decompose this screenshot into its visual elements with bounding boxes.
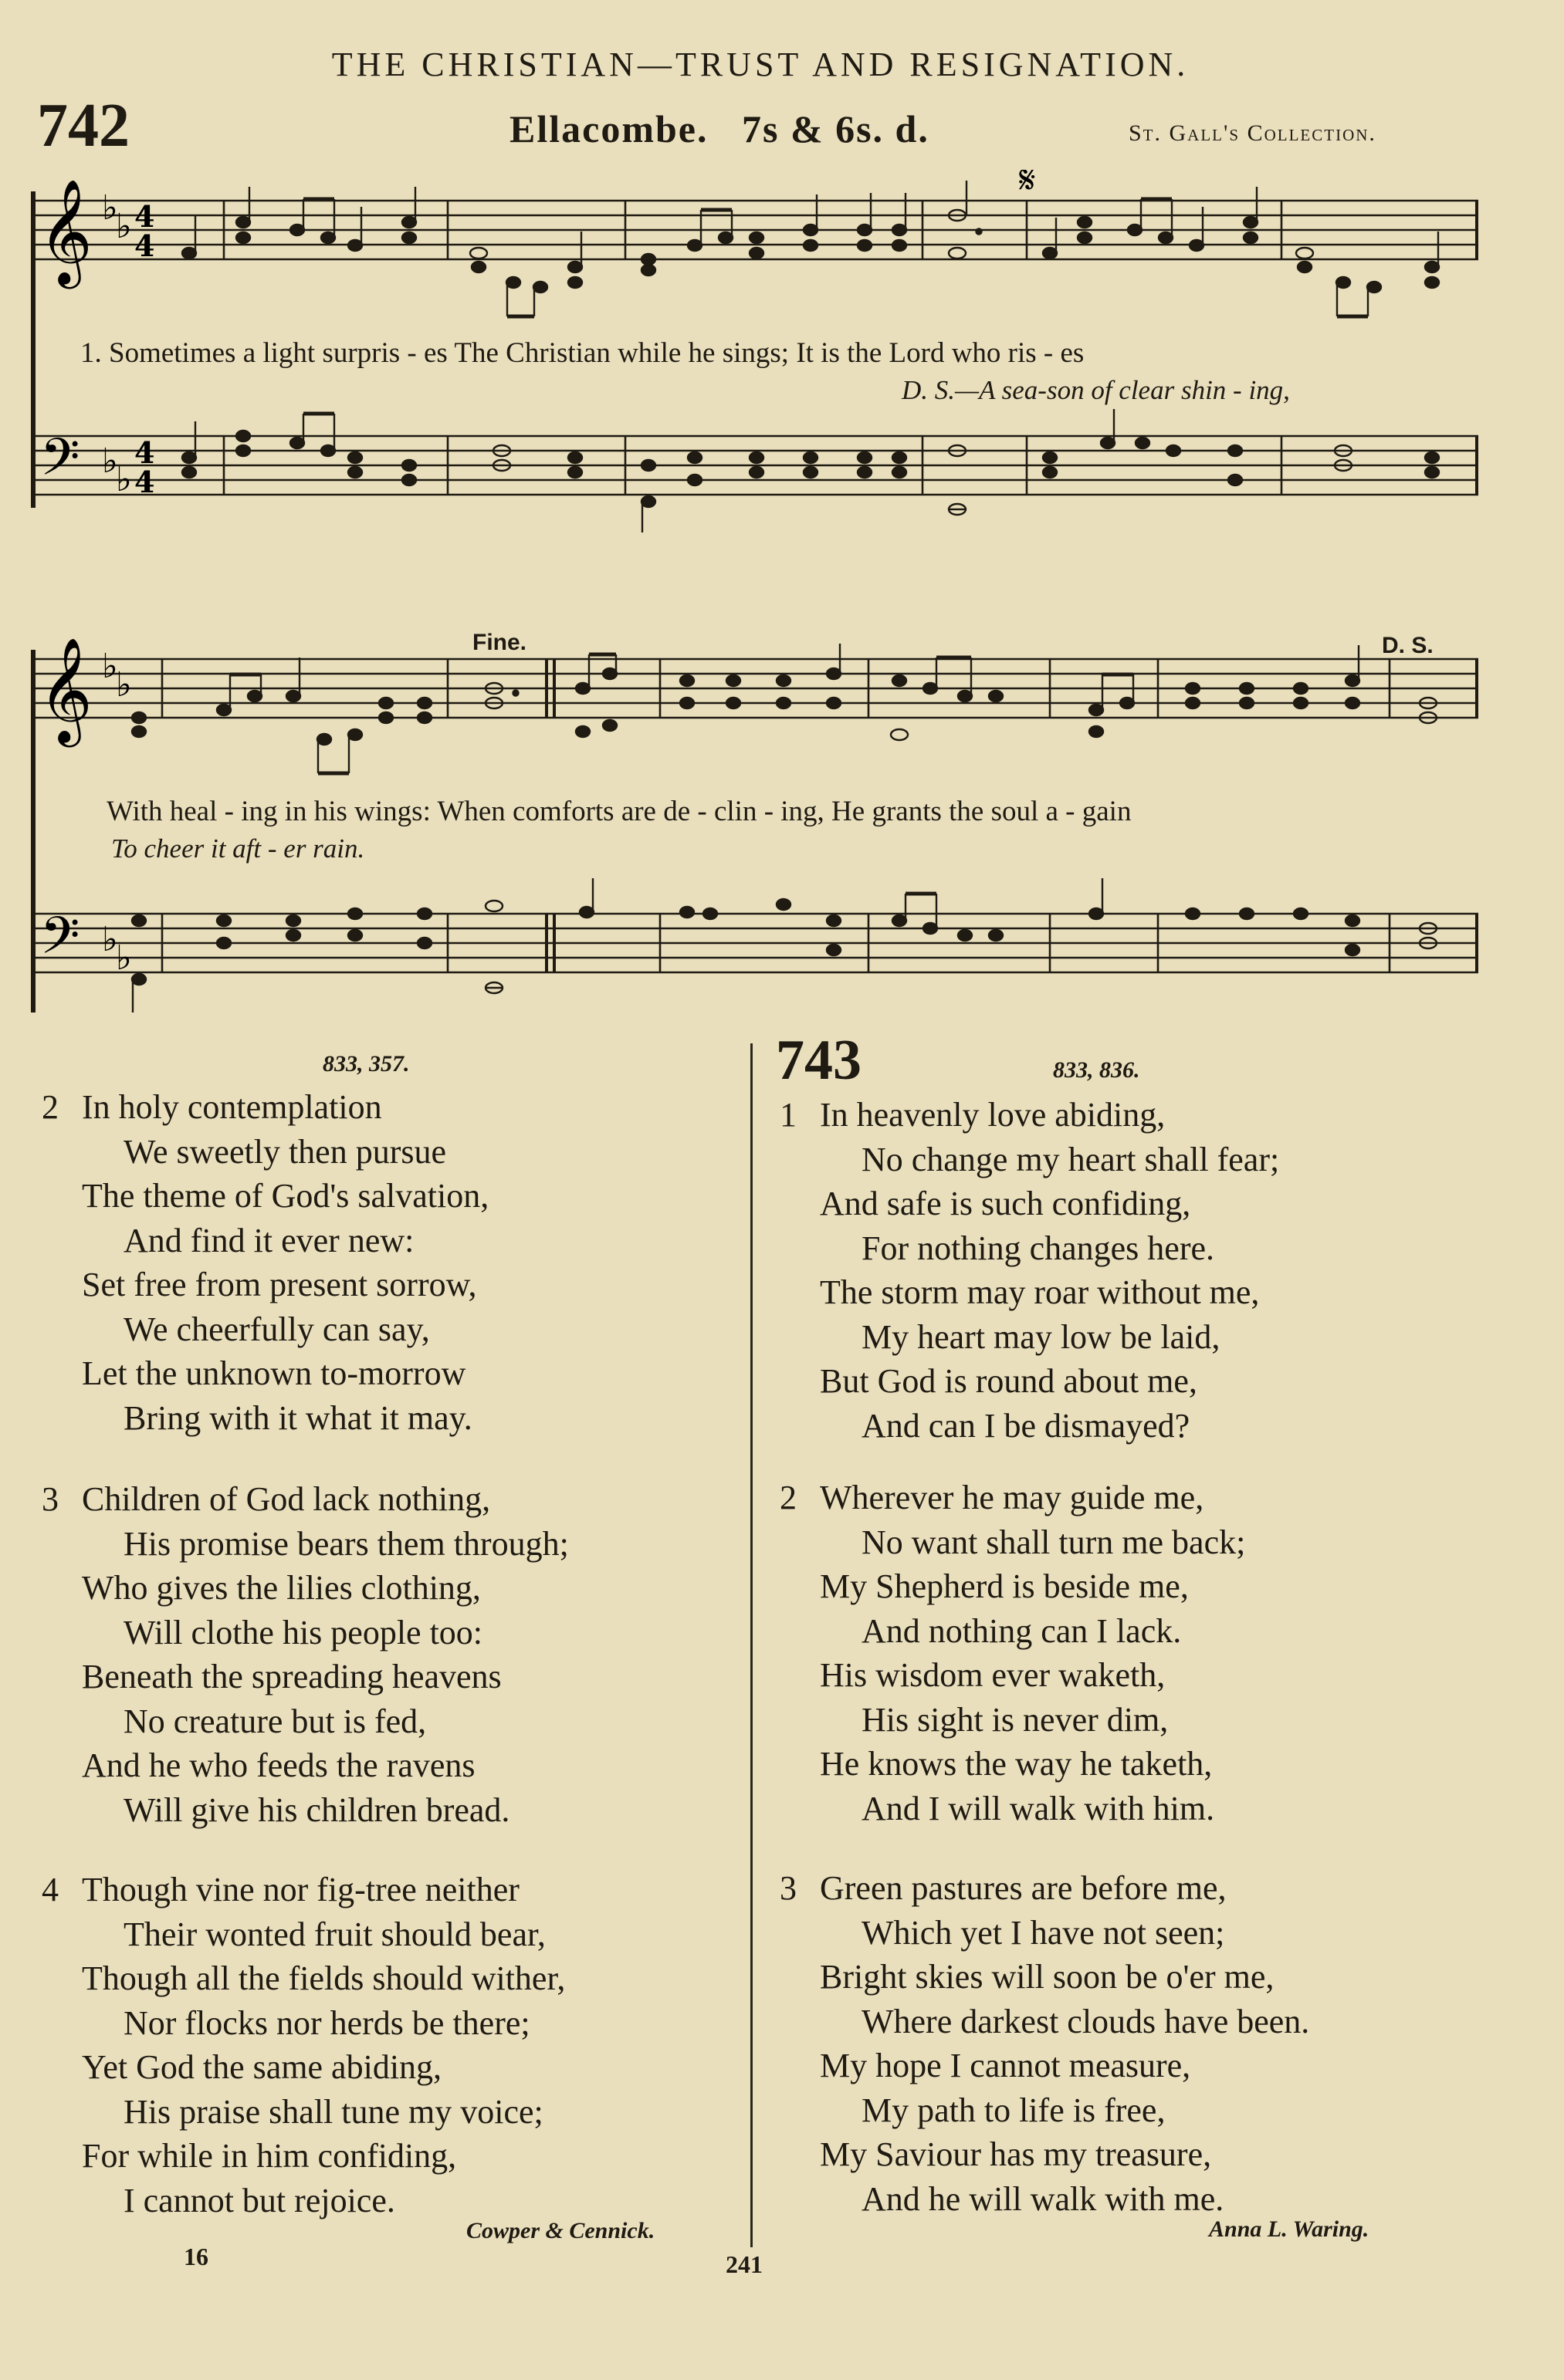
stanza-line: My hope I cannot measure, [820, 2047, 1191, 2084]
svg-text:♭: ♭ [102, 647, 118, 686]
system2-bracket [31, 650, 36, 1013]
hymn-742-author: Cowper & Cennick. [466, 2218, 655, 2243]
stanza-line: In heavenly love abiding, [820, 1096, 1166, 1134]
svg-text:♭: ♭ [116, 460, 132, 499]
verse-number: 2 [42, 1088, 59, 1126]
svg-text:♭: ♭ [116, 665, 132, 705]
stanza-line: Will give his children bread. [124, 1790, 510, 1829]
bass-notes-2 [132, 878, 1437, 1013]
stanza-line: My path to life is free, [862, 2091, 1166, 2129]
stanza-line: My Saviour has my treasure, [820, 2135, 1212, 2173]
stanza-line: Bring with it what it may. [124, 1398, 472, 1437]
hymn-743-number: 743 [776, 1029, 862, 1092]
stanza-line: Nor flocks nor herds be there; [124, 2003, 530, 2042]
running-head: THE CHRISTIAN—TRUST AND RESIGNATION. [331, 46, 1190, 83]
svg-text:4: 4 [134, 465, 155, 499]
hymn-742-number: 742 [37, 92, 130, 160]
stanza-line: And he will walk with me. [862, 2179, 1224, 2218]
stanza-line: Green pastures are before me, [820, 1869, 1227, 1907]
svg-text:♭: ♭ [116, 207, 132, 246]
stanza-line: His sight is never dim, [862, 1700, 1169, 1739]
treble-clef-icon: 𝄞 [39, 177, 93, 284]
page-number: 241 [726, 2250, 763, 2278]
stanza-line: And can I be dismayed? [862, 1406, 1190, 1445]
stanza-742-2 [42, 1085, 489, 1440]
stanza-line: The theme of God's salvation, [82, 1177, 489, 1215]
svg-text:♭: ♭ [102, 920, 118, 959]
verse-number: 2 [780, 1479, 797, 1516]
svg-text:4: 4 [134, 435, 155, 470]
stanza-line: Let the unknown to-morrow [82, 1354, 466, 1392]
svg-text:4: 4 [134, 228, 155, 263]
stanza-line: I cannot but rejoice. [124, 2181, 395, 2219]
stanza-743-3 [780, 1866, 1310, 2221]
tune-name: Ellacombe. [509, 107, 709, 150]
stanza-line: His wisdom ever waketh, [820, 1656, 1166, 1694]
stanza-line: Yet God the same abiding, [82, 2048, 442, 2086]
bass-clef-icon: 𝄢 [40, 906, 80, 978]
system2-lyrics: With heal - ing in his wings: When comforts are de - clin - ing, He grants the soul a - gain [107, 796, 1132, 827]
stanza-743-2 [780, 1476, 1246, 1831]
bass-staff-1 [36, 436, 1478, 495]
system2-ds-lyrics: To cheer it aft - er rain. [111, 833, 365, 864]
stanza-line: For nothing changes here. [862, 1229, 1214, 1267]
stanza-line: Will clothe his people too: [124, 1613, 483, 1651]
stanza-line: Though all the fields should wither, [82, 1959, 566, 1997]
bass-clef-icon: 𝄢 [40, 428, 80, 499]
stanza-line: Where darkest clouds have been. [862, 2002, 1310, 2040]
bass-notes-1 [182, 409, 1439, 532]
system1-bracket [31, 191, 36, 508]
hymn-742-refs: 833, 357. [323, 1051, 410, 1077]
stanza-line: No creature but is fed, [124, 1702, 427, 1740]
hymn-743-refs: 833, 836. [1053, 1057, 1140, 1083]
verse-number: 4 [42, 1871, 59, 1908]
stanza-line: Set free from present sorrow, [82, 1266, 477, 1303]
stanza-line: He knows the way he taketh, [820, 1745, 1213, 1783]
system1-ds-lyrics: D. S.—A sea-son of clear shin - ing, [902, 375, 1290, 405]
stanza-line: But God is round about me, [820, 1362, 1197, 1400]
stanza-line: Beneath the spreading heavens [82, 1658, 502, 1695]
svg-text:4: 4 [134, 199, 155, 234]
stanza-line: Wherever he may guide me, [820, 1479, 1204, 1516]
tune-heading [509, 106, 929, 151]
bass-staff-2 [36, 914, 1478, 972]
tune-source: St. Gall's Collection. [1129, 120, 1376, 146]
stanza-742-4 [42, 1868, 566, 2223]
stanza-line: Their wonted fruit should bear, [124, 1915, 546, 1953]
stanza-line: Who gives the lilies clothing, [82, 1569, 481, 1607]
stanza-line: We cheerfully can say, [124, 1310, 430, 1348]
signature-mark: 16 [184, 2243, 208, 2270]
tune-meter: 7s & 6s. d. [741, 107, 929, 150]
treble-staff-2 [36, 659, 1478, 718]
stanza-line: My Shepherd is beside me, [820, 1567, 1189, 1605]
system1-lyrics: 1. Sometimes a light surpris - es The Christian while he sings; It is the Lord who ris - es [80, 337, 1085, 369]
svg-text:♭: ♭ [102, 188, 118, 228]
verse-number: 3 [42, 1480, 59, 1518]
stanza-line: Bright skies will soon be o'er me, [820, 1958, 1275, 1996]
stanza-line: My heart may low be laid, [862, 1317, 1220, 1356]
stanza-line: Though vine nor fig-tree neither [82, 1871, 520, 1908]
stanza-line: For while in him confiding, [82, 2137, 457, 2175]
stanza-line: And find it ever new: [124, 1221, 415, 1259]
stanza-line: And safe is such confiding, [820, 1185, 1191, 1222]
fine-mark: Fine. [472, 630, 527, 655]
stanza-line: No want shall turn me back; [862, 1523, 1246, 1561]
stanza-line: No change my heart shall fear; [862, 1140, 1280, 1178]
svg-text:♭: ♭ [116, 938, 132, 978]
stanza-line: His praise shall tune my voice; [124, 2092, 543, 2131]
verse-number: 3 [780, 1869, 797, 1907]
stanza-743-1 [780, 1093, 1280, 1448]
segno-icon: 𝄋 [1019, 170, 1036, 202]
ds-mark: D. S. [1382, 633, 1434, 658]
treble-clef-icon: 𝄞 [39, 636, 93, 742]
hymn-743-author: Anna L. Waring. [1209, 2216, 1369, 2242]
stanza-line: And he who feeds the ravens [82, 1746, 476, 1784]
stanza-line: And nothing can I lack. [862, 1611, 1182, 1650]
stanza-line: Which yet I have not seen; [862, 1913, 1225, 1952]
stanza-line: His promise bears them through; [124, 1524, 569, 1563]
column-divider [750, 1043, 753, 2247]
stanza-line: Children of God lack nothing, [82, 1480, 491, 1518]
svg-text:♭: ♭ [102, 441, 118, 481]
stanza-742-3 [42, 1477, 569, 1832]
stanza-line: In holy contemplation [82, 1088, 382, 1126]
verse-number: 1 [780, 1096, 797, 1134]
treble-notes-2 [132, 644, 1437, 773]
stanza-line: And I will walk with him. [862, 1789, 1215, 1827]
stanza-line: The storm may roar without me, [820, 1273, 1260, 1311]
stanza-line: We sweetly then pursue [124, 1132, 446, 1171]
